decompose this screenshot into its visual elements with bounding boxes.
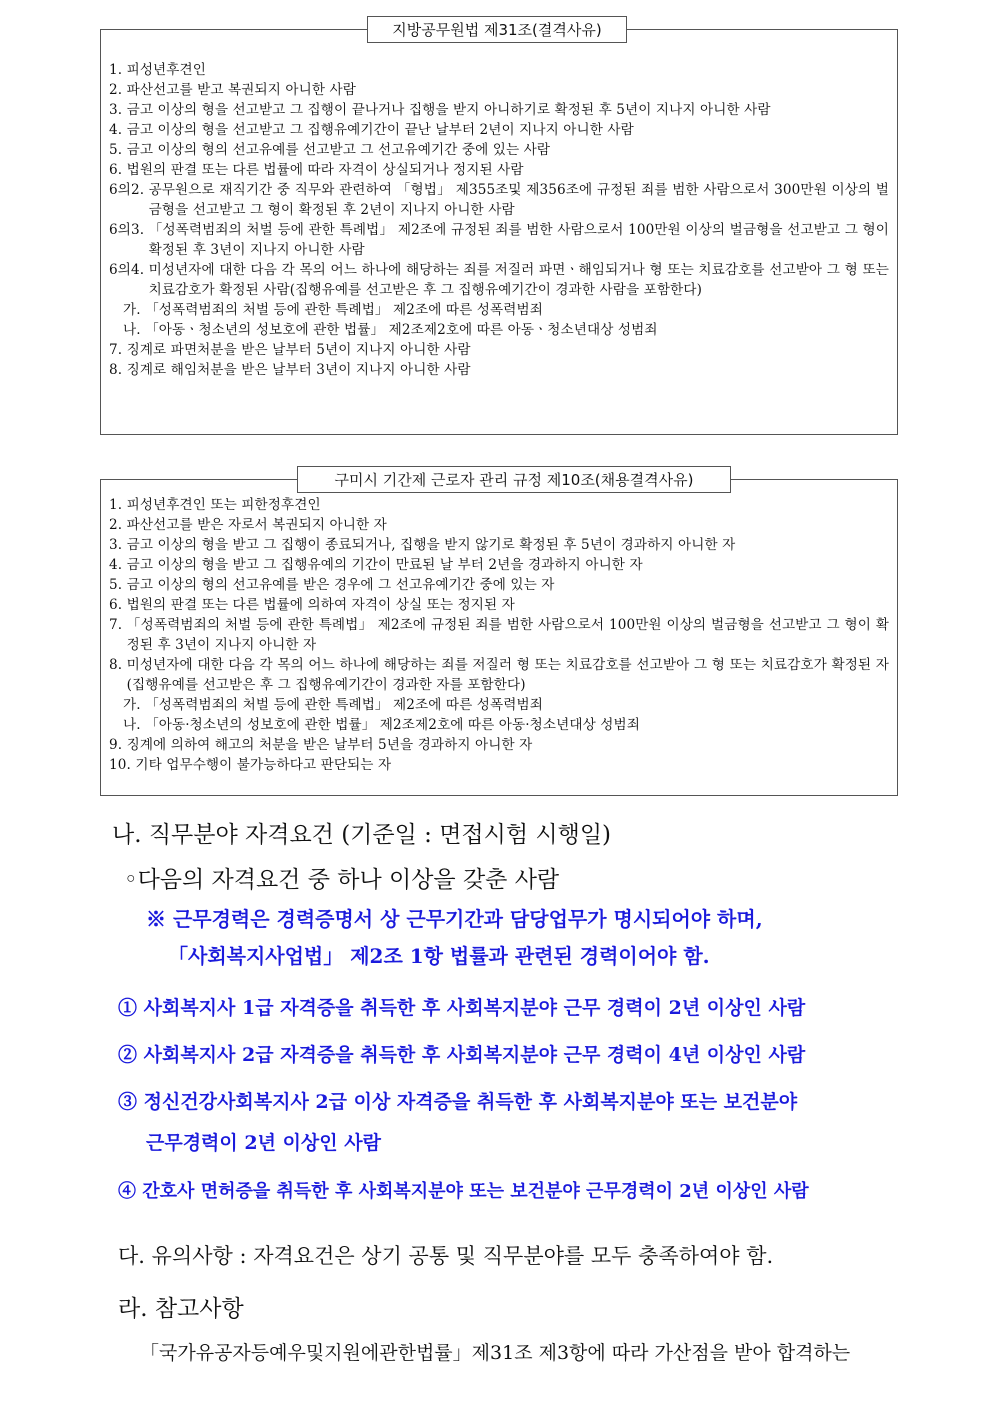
item-number: 1. <box>109 62 127 78</box>
list-item <box>109 575 889 595</box>
list-sub-item <box>109 715 889 735</box>
item-number: 2. <box>109 517 127 533</box>
item-number: 6의4. <box>109 262 149 278</box>
item-number: 4. <box>109 557 127 573</box>
list-item <box>109 340 889 360</box>
section-na-heading: 나. 직무분야 자격요건 (기준일 : 면접시험 시행일) <box>112 822 612 848</box>
item-text: 「성폭력범죄의 처벌 등에 관한 특례법」 제2조에 따른 성폭력범죄 <box>145 302 543 318</box>
requirement-4: ④ 간호사 면허증을 취득한 후 사회복지분야 또는 보건분야 근무경력이 2년 이상인 사람 <box>118 1181 809 1202</box>
item-text: 미성년자에 대한 다음 각 목의 어느 하나에 해당하는 죄를 저질러 파면ㆍ해임되거나 형 또는 치료감호를 선고받아 그 형 또는 치료감호가 확정된 사람(집행유예를 선고받은 후 그 집행유예기간이 경과한 사람을 포함한다) <box>148 262 889 298</box>
item-text: 징계로 해임처분을 받은 날부터 3년이 지나지 아니한 사람 <box>126 362 471 378</box>
item-number: 6. <box>109 597 127 613</box>
requirement-3-line-2: 근무경력이 2년 이상인 사람 <box>146 1132 381 1154</box>
list-item <box>109 495 889 515</box>
item-text: 피성년후견인 <box>126 62 206 78</box>
box-title: 지방공무원법 제31조(결격사유) <box>367 16 627 43</box>
item-number: 3. <box>109 537 127 553</box>
item-text: 징계에 의하여 해고의 처분을 받은 날부터 5년을 경과하지 아니한 자 <box>126 737 533 753</box>
item-text: 「성폭력범죄의 처벌 등에 관한 특례법」 제2조에 따른 성폭력범죄 <box>145 697 543 713</box>
item-text: 피성년후견인 또는 피한정후견인 <box>126 497 321 513</box>
item-text: 금고 이상의 형의 선고유예를 받은 경우에 그 선고유예기간 중에 있는 자 <box>126 577 555 593</box>
list-sub-item <box>109 300 889 320</box>
box-gumi-regulation <box>100 471 898 796</box>
list-item <box>109 595 889 615</box>
item-number: 6의3. <box>109 222 149 238</box>
item-text: 공무원으로 재직기간 중 직무와 관련하여 「형법」 제355조및 제356조에 규정된 죄를 범한 사람으로서 300만원 이상의 벌금형을 선고받고 그 형이 확정된 후 2년이 지나지 아니한 사람 <box>148 182 889 218</box>
item-text: 파산선고를 받고 복권되지 아니한 사람 <box>126 82 356 98</box>
item-number: 9. <box>109 737 127 753</box>
item-number: 6의2. <box>109 182 149 198</box>
item-text: 법원의 판결 또는 다른 법률에 의하여 자격이 상실 또는 정지된 자 <box>126 597 515 613</box>
list-item <box>109 655 889 695</box>
list-item <box>109 555 889 575</box>
item-text: 「성폭력범죄의 처벌 등에 관한 특례법」 제2조에 규정된 죄를 범한 사람으로서 100만원 이상의 벌금형을 선고받고 그 형이 확정된 후 3년이 지나지 아니한 사람 <box>148 222 889 258</box>
item-number: 4. <box>109 122 127 138</box>
item-number: 8. <box>109 657 127 673</box>
item-text: 금고 이상의 형을 선고받고 그 집행이 끝나거나 집행을 받지 아니하기로 확정된 후 5년이 지나지 아니한 사람 <box>126 102 771 118</box>
item-number: 나. <box>123 322 146 338</box>
requirement-3-line-1: ③ 정신건강사회복지사 2급 이상 자격증을 취득한 후 사회복지분야 또는 보건분야 <box>118 1091 798 1113</box>
list-item <box>109 120 889 140</box>
item-number: 1. <box>109 497 127 513</box>
item-number: 2. <box>109 82 127 98</box>
item-number: 8. <box>109 362 127 378</box>
item-text: 기타 업무수행이 불가능하다고 판단되는 자 <box>135 757 392 773</box>
box-local-civil-service-law <box>100 21 898 435</box>
list-sub-item <box>109 320 889 340</box>
item-number: 가. <box>123 302 146 318</box>
item-text: 「아동·청소년의 성보호에 관한 법률」 제2조제2호에 따른 아동·청소년대상 성범죄 <box>145 717 640 733</box>
list-item <box>109 160 889 180</box>
disqualification-list <box>109 495 889 775</box>
section-ra-heading: 라. 참고사항 <box>118 1296 244 1322</box>
list-item <box>109 60 889 80</box>
item-text: 파산선고를 받은 자로서 복권되지 아니한 자 <box>126 517 387 533</box>
item-text: 징계로 파면처분을 받은 날부터 5년이 지나지 아니한 사람 <box>126 342 471 358</box>
item-number: 5. <box>109 142 127 158</box>
requirement-1: ① 사회복지사 1급 자격증을 취득한 후 사회복지분야 근무 경력이 2년 이상인 사람 <box>118 997 806 1019</box>
item-number: 10. <box>109 757 136 773</box>
item-text: 금고 이상의 형을 받고 그 집행유예의 기간이 만료된 날 부터 2년을 경과하지 아니한 자 <box>126 557 643 573</box>
item-number: 3. <box>109 102 127 118</box>
list-sub-item <box>109 695 889 715</box>
section-na-bullet: ◦다음의 자격요건 중 하나 이상을 갖춘 사람 <box>124 867 560 893</box>
section-ra-text: 「국가유공자등예우및지원에관한법률」제31조 제3항에 따라 가산점을 받아 합격하는 <box>140 1342 851 1364</box>
item-number: 7. <box>109 342 127 358</box>
requirement-2: ② 사회복지사 2급 자격증을 취득한 후 사회복지분야 근무 경력이 4년 이상인 사람 <box>118 1044 806 1066</box>
item-text: 금고 이상의 형의 선고유예를 선고받고 그 선고유예기간 중에 있는 사람 <box>126 142 551 158</box>
list-item <box>109 360 889 380</box>
item-number: 5. <box>109 577 127 593</box>
list-item <box>109 260 889 300</box>
note-line-1: ※ 근무경력은 경력증명서 상 근무기간과 담당업무가 명시되어야 하며, <box>146 907 763 931</box>
list-item <box>109 735 889 755</box>
list-item <box>109 220 889 260</box>
section-da-notice: 다. 유의사항 : 자격요건은 상기 공통 및 직무분야를 모두 충족하여야 함. <box>118 1244 774 1268</box>
list-item <box>109 140 889 160</box>
item-text: 법원의 판결 또는 다른 법률에 따라 자격이 상실되거나 정지된 사람 <box>126 162 524 178</box>
list-item <box>109 535 889 555</box>
list-item <box>109 180 889 220</box>
item-number: 7. <box>109 617 127 633</box>
list-item <box>109 615 889 655</box>
box-title: 구미시 기간제 근로자 관리 규정 제10조(채용결격사유) <box>297 466 731 493</box>
item-text: 「성폭력범죄의 처벌 등에 관한 특례법」 제2조에 규정된 죄를 범한 사람으로서 100만원 이상의 벌금형을 선고받고 그 형이 확정된 후 3년이 지나지 아니한 자 <box>126 617 889 653</box>
list-item <box>109 755 889 775</box>
item-text: 금고 이상의 형을 받고 그 집행이 종료되거나, 집행을 받지 않기로 확정된 후 5년이 경과하지 아니한 자 <box>126 537 736 553</box>
disqualification-list <box>109 60 889 380</box>
list-item <box>109 515 889 535</box>
item-number: 나. <box>123 717 146 733</box>
item-number: 6. <box>109 162 127 178</box>
list-item <box>109 100 889 120</box>
note-line-2: 「사회복지사업법」 제2조 1항 법률과 관련된 경력이어야 함. <box>168 944 710 968</box>
item-text: 미성년자에 대한 다음 각 목의 어느 하나에 해당하는 죄를 저질러 형 또는 치료감호를 선고받아 그 형 또는 치료감호가 확정된 자(집행유예를 선고받은 후 그 집행유예기간이 경과한 자를 포함한다) <box>126 657 889 693</box>
item-text: 금고 이상의 형을 선고받고 그 집행유예기간이 끝난 날부터 2년이 지나지 아니한 사람 <box>126 122 634 138</box>
item-number: 가. <box>123 697 146 713</box>
list-item <box>109 80 889 100</box>
item-text: 「아동ㆍ청소년의 성보호에 관한 법률」 제2조제2호에 따른 아동ㆍ청소년대상 성범죄 <box>145 322 658 338</box>
